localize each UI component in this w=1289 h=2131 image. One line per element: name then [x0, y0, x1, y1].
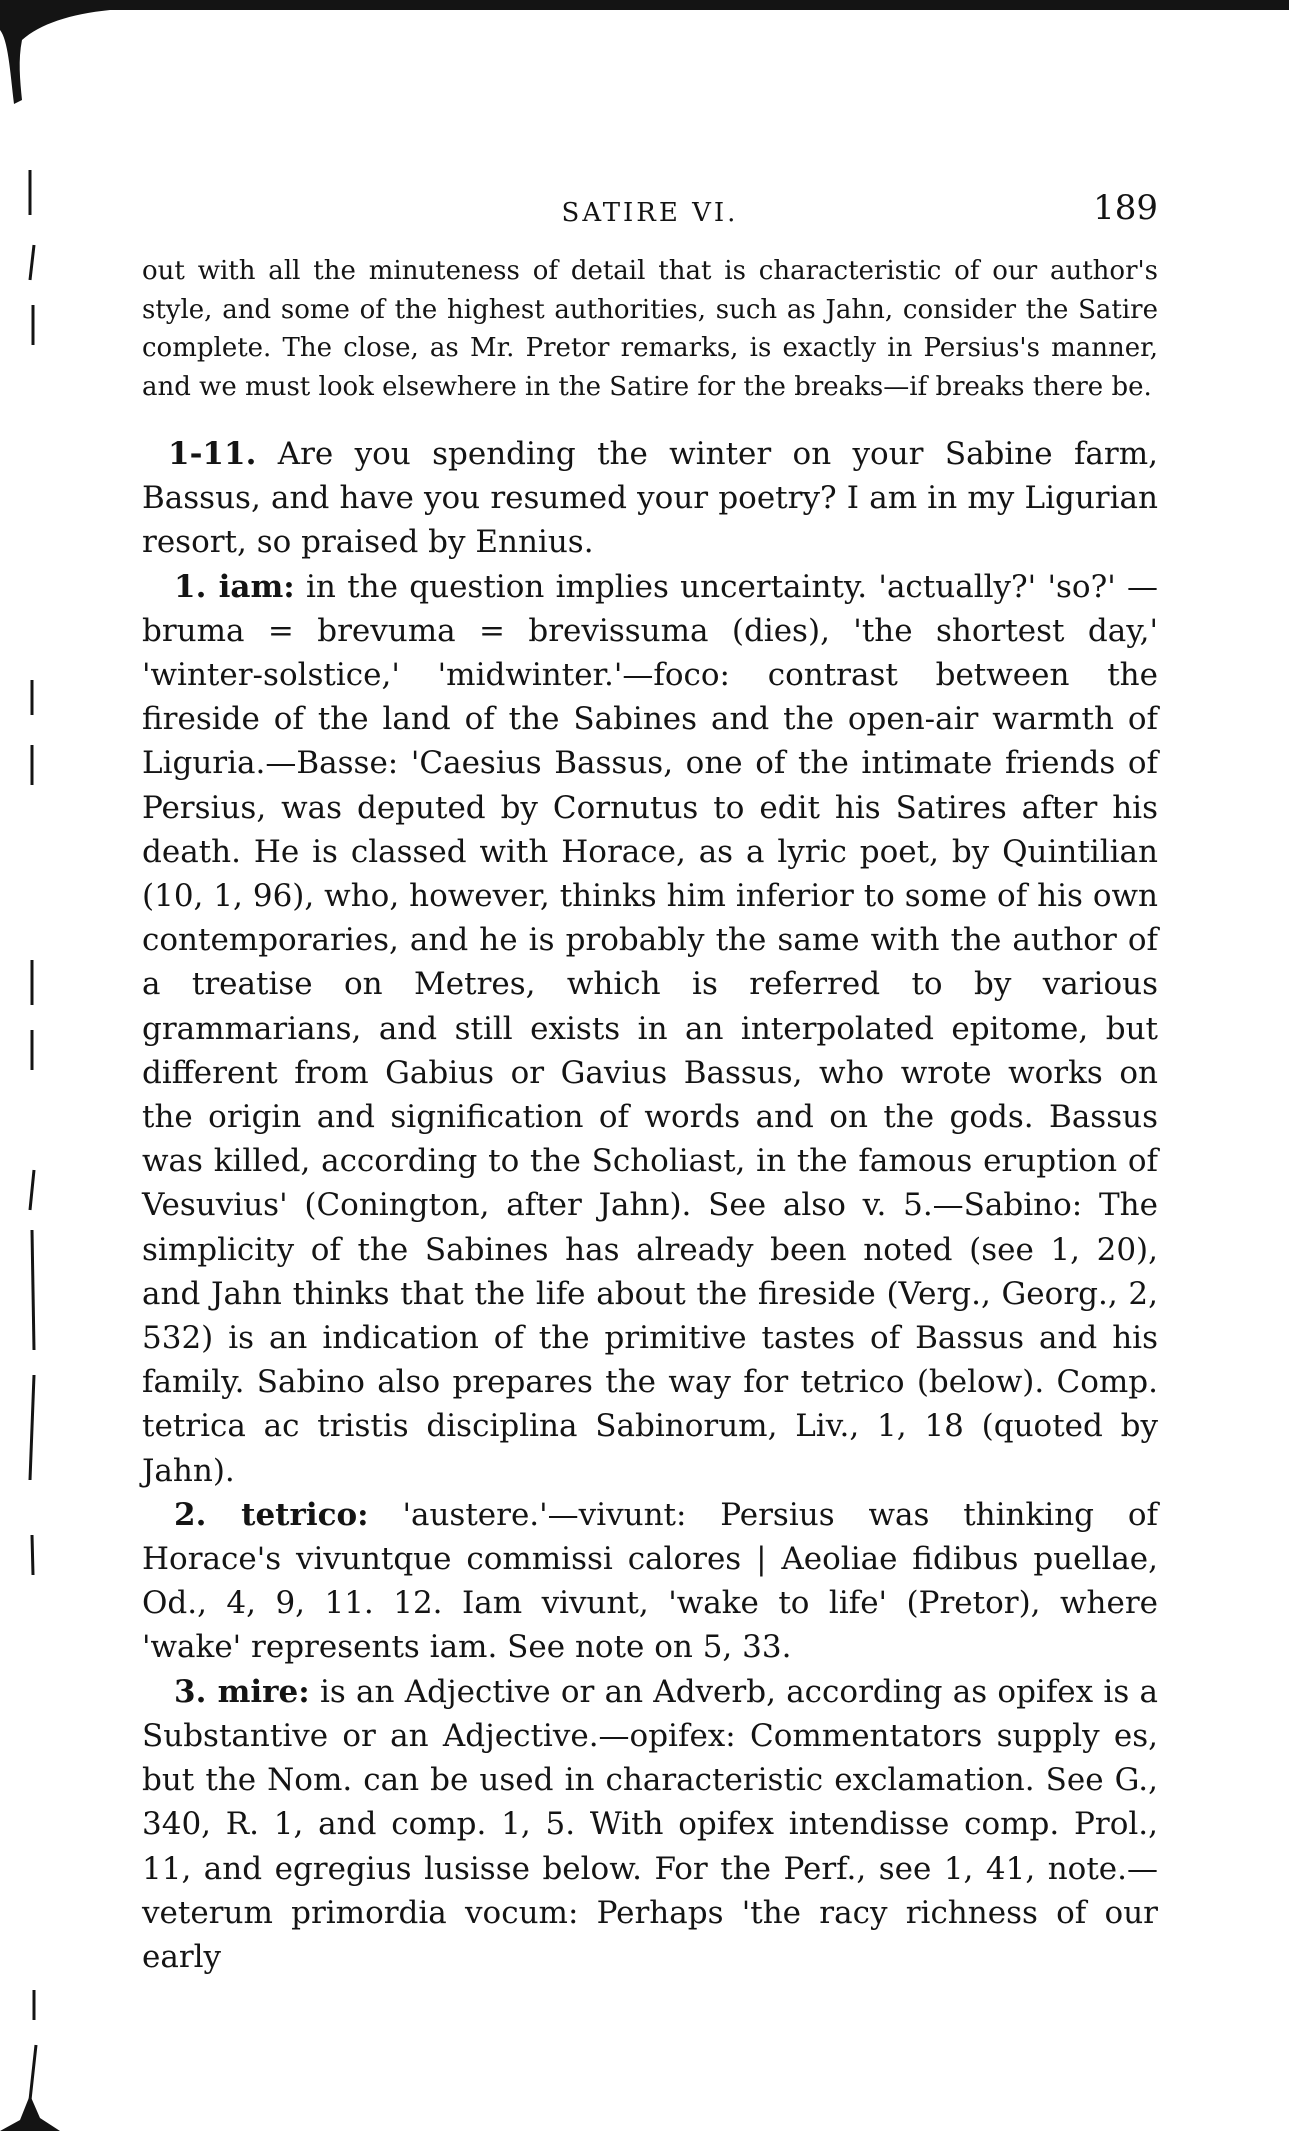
note-text: is an Adjective or an Adverb, according as opifex is a Substantive or an Adjective.—opifex: Commentators supply es, but the Nom. can be used in characteristic exclamation. See G., 340, R. 1, and comp. 1, 5. With opifex intendisse comp. Prol., 11, and egregius lusisse below. For the Perf., see 1, 41, note.—veterum primordia vocum: Perhaps 'the racy richness of our early [142, 1673, 1158, 1975]
note-3 [142, 1670, 1158, 1979]
running-title: SATIRE VI. [561, 198, 739, 228]
running-head [142, 186, 1158, 234]
intro-paragraph [142, 252, 1158, 406]
scan-margin-marks [0, 0, 60, 2131]
note-2 [142, 1493, 1158, 1670]
intro-text: out with all the minuteness of detail that is characteristic of our author's style, and some of the highest authorities, such as Jahn, consider the Satire complete. The close, as Mr. Pretor remarks, is exactly in Persius's manner, and we must look elsewhere in the Satire for the breaks—if breaks there be. [142, 256, 1158, 402]
note-text: in the question implies uncertainty. 'actually?' 'so?' —bruma = brevuma = brevissuma (dies), 'the shortest day,' 'winter-solstice,' 'midwinter.'—foco: contrast between the fireside of the land of the Sabines and the open-air warmth of Liguria.—Basse: 'Caesius Bassus, one of the intimate friends of Persius, was deputed by Cornutus to edit his Satires after his death. He is classed with Horace, as a lyric poet, by Quintilian (10, 1, 96), who, however, thinks him inferior to some of his own contemporaries, and he is probably the same with the author of a treatise on Metres, which is referred to by various grammarians, and still exists in an interpolated epitome, but different from Gabius or Gavius Bassus, who wrote works on the origin and signification of words and on the gods. Bassus was killed, according to the Scholiast, in the famous eruption of Vesuvius' (Conington, after Jahn). See also v. 5.—Sabino: The simplicity of the Sabines has already been noted (see 1, 20), and Jahn thinks that the life about the fireside (Verg., Georg., 2, 532) is an indication of the primitive tastes of Bassus and his family. Sabino also prepares the way for tetrico (below). Comp. tetrica ac tristis disciplina Sabinorum, Liv., 1, 18 (quoted by Jahn). [142, 568, 1159, 1489]
note-lemma: 1-11. [168, 436, 257, 472]
note-lemma: 2. tetrico: [174, 1496, 369, 1533]
page-content [142, 186, 1158, 1979]
note-1-11 [142, 432, 1158, 565]
note-text: 'austere.'—vivunt: Persius was thinking of Horace's vivuntque commissi calores | Aeoliae fidibus puellae, Od., 4, 9, 11. 12. Iam vivunt, 'wake to life' (Pretor), where 'wake' represents iam. See note on 5, 33. [142, 1496, 1158, 1666]
note-1 [142, 565, 1158, 1493]
page-number: 189 [1093, 188, 1158, 228]
note-text: Are you spending the winter on your Sabine farm, Bassus, and have you resumed your poetry? I am in my Ligurian resort, so praised by Ennius. [142, 436, 1158, 561]
commentary-notes [142, 432, 1158, 1979]
note-lemma: 1. iam: [174, 568, 295, 605]
note-lemma: 3. mire: [174, 1673, 310, 1710]
top-border-rule [0, 0, 1289, 10]
